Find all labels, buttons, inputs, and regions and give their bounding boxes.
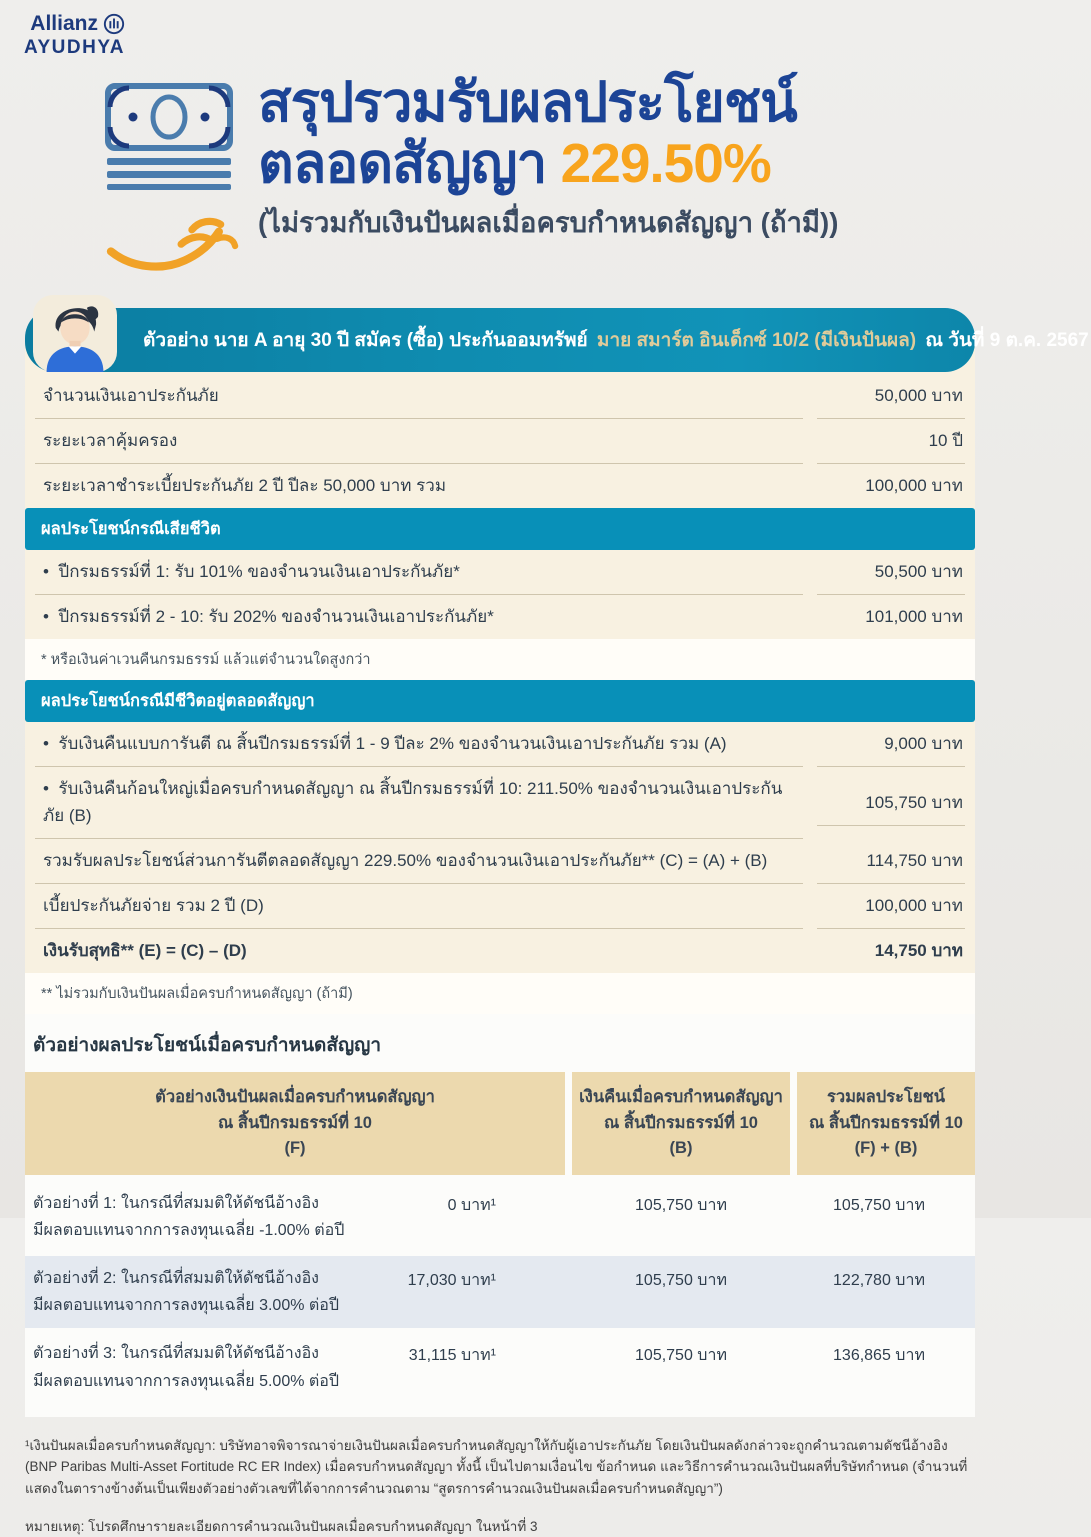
scenario-description: ตัวอย่างที่ 2: ในกรณีที่สมมติให้ดัชนีอ้างอิง มีผลตอบแทนจากการลงทุนเฉลี่ย 3.00% ต่อปี [33,1270,340,1315]
table-row [25,839,975,884]
page-title-line2 [258,133,838,194]
row-label: รวมรับผลประโยชน์ส่วนการันตีตลอดสัญญา 229.50% ของจำนวนเงินเอาประกันภัย** (C) = (A) + (B) [35,839,803,884]
row-label: • ปีกรมธรรม์ที่ 1: รับ 101% ของจำนวนเงินเอาประกันภัย* [35,550,803,595]
total-value: 136,865 บาท [833,1347,925,1365]
total-value: 105,750 บาท [833,1196,925,1214]
row-value: 50,500 บาท [817,550,965,595]
table-row [25,1256,975,1328]
row-value: 14,750 บาท [874,941,963,960]
row-value: 100,000 บาท [865,476,963,495]
row-label: • รับเงินคืนแบบการันตี ณ สิ้นปีกรมธรรม์ที่ 1 - 9 ปีละ 2% ของจำนวนเงินเอาประกันภัย รวม (A) [35,722,803,767]
living-benefit-section-header: ผลประโยชน์กรณีมีชีวิตอยู่ตลอดสัญญา [25,680,975,722]
quote-date: ณ วันที่ 9 ต.ค. 2567 [925,330,1089,351]
title-contract-text: ตลอดสัญญา [258,131,547,194]
row-value: 105,750 บาท [817,781,965,826]
page-title-line1: สรุปรวมรับผลประโยชน์ [258,71,797,133]
allianz-eagle-icon [103,13,125,35]
table-row [25,884,975,929]
logo-ayudhya-text: AYUDHYA [24,37,125,58]
row-label: ระยะเวลาชำระเบี้ยประกันภัย 2 ปี ปีละ 50,000 บาท รวม [43,476,447,495]
row-value: 114,750 บาท [817,839,965,884]
maturity-table-title: ตัวอย่างผลประโยชน์เมื่อครบกำหนดสัญญา [33,1035,382,1056]
row-label: • รับเงินคืนก้อนใหญ่เมื่อครบกำหนดสัญญา ณ สิ้นปีกรมธรรม์ที่ 10: 211.50% ของจำนวนเงินเอาประกันภัย (B) [35,767,803,839]
row-value: 100,000 บาท [817,884,965,929]
avatar [33,295,117,372]
page-subtitle: (ไม่รวมกับเงินปันผลเมื่อครบกำหนดสัญญา (ถ้ามี)) [258,207,839,238]
total-benefit-percent: 229.50% [560,131,771,194]
death-benefit-section-header: ผลประโยชน์กรณีเสียชีวิต [25,508,975,550]
hero-text [258,72,838,278]
table-row [25,595,975,639]
row-label: เบี้ยประกันภัยจ่าย รวม 2 ปี (D) [35,884,803,929]
dividend-value: 31,115 บาท¹ [408,1347,496,1365]
hero-header [0,0,1000,278]
column-header-refund: เงินคืนเมื่อครบกำหนดสัญญา ณ สิ้นปีกรมธรรม์ที่ 10 (B) [572,1072,790,1175]
person-description: ตัวอย่าง นาย A อายุ 30 ปี สมัคร (ซื้อ) ประกันออมทรัพย์ [143,330,588,351]
dividend-value: 17,030 บาท¹ [407,1272,496,1290]
scenario-description: ตัวอย่างที่ 3: ในกรณีที่สมมติให้ดัชนีอ้างอิง มีผลตอบแทนจากการลงทุนเฉลี่ย 5.00% ต่อปี [33,1345,340,1390]
living-benefit-footnote: ** ไม่รวมกับเงินปันผลเมื่อครบกำหนดสัญญา (ถ้ามี) [25,973,975,1014]
total-value: 122,780 บาท [833,1272,925,1290]
table-row [25,550,975,595]
row-label: จำนวนเงินเอาประกันภัย [35,374,803,419]
column-header-dividend: ตัวอย่างเงินปันผลเมื่อครบกำหนดสัญญา ณ สิ้นปีกรมธรรม์ที่ 10 (F) [25,1072,565,1175]
footer-notes [25,1435,975,1537]
death-benefit-footnote: * หรือเงินค่าเวนคืนกรมธรรม์ แล้วแต่จำนวนใดสูงกว่า [25,639,975,680]
hero-icon-group [104,72,242,278]
row-label: เงินรับสุทธิ** (E) = (C) – (D) [43,941,247,960]
remark-note: หมายเหตุ: โปรดศึกษารายละเอียดการคำนวณเงินปันผลเมื่อครบกำหนดสัญญา ในหน้าที่ 3 [25,1518,538,1534]
maturity-table-body [25,1181,975,1404]
row-value: 101,000 บาท [865,607,963,626]
row-label: ระยะเวลาคุ้มครอง [35,419,803,464]
logo-allianz-text: Allianz [30,12,98,35]
refund-value: 105,750 บาท [635,1272,727,1290]
table-row [25,722,975,767]
refund-value: 105,750 บาท [635,1347,727,1365]
example-person-bar [25,308,1089,372]
table-row [25,1181,975,1253]
man-avatar-illustration [33,295,117,372]
dividend-disclaimer: ¹เงินปันผลเมื่อครบกำหนดสัญญา: บริษัทอาจพิจารณาจ่ายเงินปันผลเมื่อครบกำหนดสัญญาให้กับผู้เอาประกันภัย โดยเงินปันผลดังกล่าวจะถูกคำนวณตามดัชนีอ้างอิง (BNP Paribas Multi-Asset Fortitude RC ER Index) เมื่อครบกำหนดสัญญา ทั้งนี้ เป็นไปตามเงื่อนไข ข้อกำหนด และวิธีการคำนวณเงินปันผลที่บริษัทกำหนด (จำนวนที่แสดงในตารางข้างต้นเป็นเพียงตัวอย่างตัวเลขที่ได้จากการคำนวณตาม “สูตรการคำนวณเงินปันผลเมื่อครบกำหนดสัญญา”) [25,1437,968,1496]
refund-value: 105,750 บาท [635,1196,727,1214]
table-row [25,464,975,508]
dividend-value: 0 บาท¹ [447,1196,496,1214]
row-label: • ปีกรมธรรม์ที่ 2 - 10: รับ 202% ของจำนวนเงินเอาประกันภัย* [35,595,803,639]
net-benefit-row [25,929,975,973]
benefit-summary-card [25,340,975,1014]
maturity-example-card [25,1014,975,1417]
row-value: 9,000 บาท [817,722,965,767]
banknote-icon [104,82,236,190]
example-person-text [141,325,1089,355]
product-name: มาย สมาร์ต อินเด็กซ์ 10/2 (มีเงินปันผล) [596,330,917,351]
table-row [25,1331,975,1403]
row-value: 10 ปี [817,419,965,464]
table-row [25,419,975,464]
table-row [25,767,975,839]
allianz-ayudhya-logo [24,12,125,59]
row-value: 50,000 บาท [817,374,965,419]
scenario-description: ตัวอย่างที่ 1: ในกรณีที่สมมติให้ดัชนีอ้างอิง มีผลตอบแทนจากการลงทุนเฉลี่ย -1.00% ต่อปี [33,1194,345,1239]
column-header-total: รวมผลประโยชน์ ณ สิ้นปีกรมธรรม์ที่ 10 (F) + (B) [797,1072,975,1175]
maturity-table-header [25,1072,975,1175]
table-row [25,374,975,419]
giving-hand-icon [104,201,242,273]
